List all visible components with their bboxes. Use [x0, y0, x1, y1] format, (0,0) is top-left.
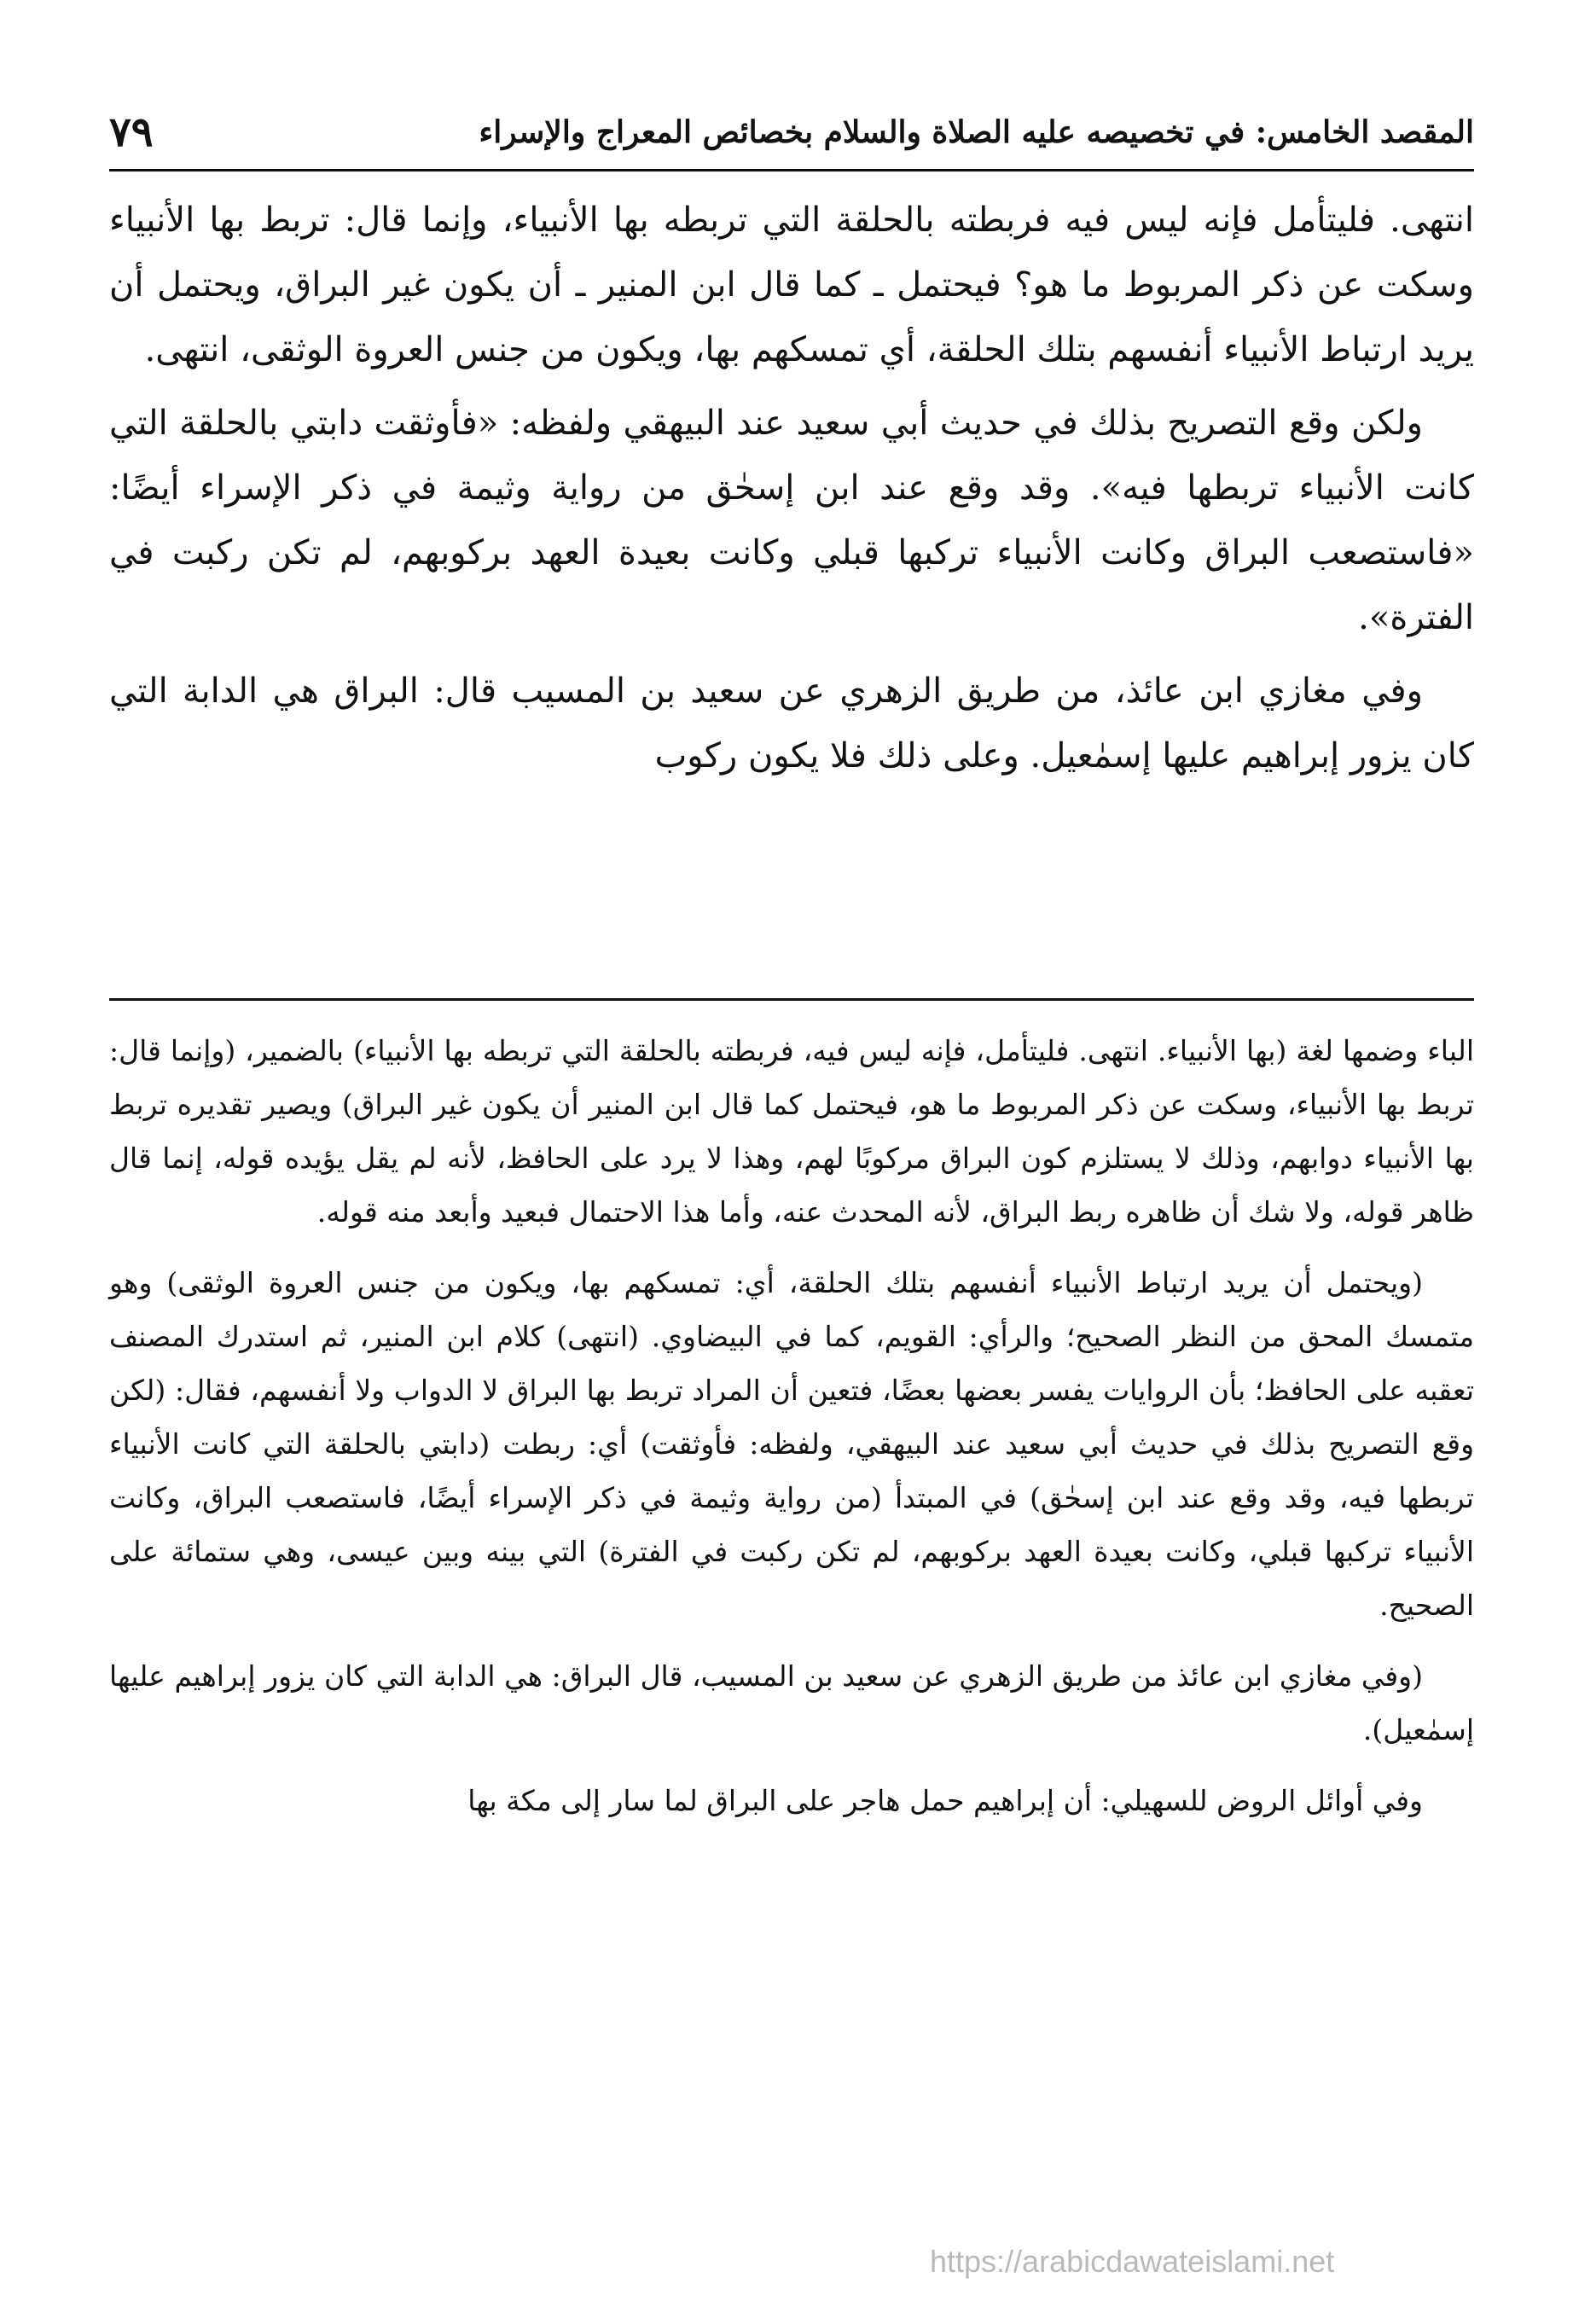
main-paragraph: انتهى. فليتأمل فإنه ليس فيه فربطته بالحلقة التي تربطه بها الأنبياء، وإنما قال: تربط بها الأنبياء وسكت عن ذكر المربوط ما هو؟ فيحتمل ـ كما قال ابن المنير ـ أن يكون غير البراق، ويحتمل أن يريد ارتباط الأنبياء أنفسهم بتلك الحلقة، أي تمسكهم بها، ويكون من جنس العروة الوثقى، انتهى. [109, 200, 1474, 369]
commentary-text [109, 1024, 1474, 1845]
book-page [109, 102, 1474, 2286]
commentary-paragraph: وفي أوائل الروض للسهيلي: أن إبراهيم حمل هاجر على البراق لما سار إلى مكة بها [467, 1784, 1423, 1817]
running-header [109, 102, 1474, 162]
page-number: ٧٩ [109, 108, 154, 156]
watermark-url: https://arabicdawateislami.net [930, 2244, 1335, 2279]
commentary-paragraph: (ويحتمل أن يريد ارتباط الأنبياء أنفسهم بتلك الحلقة، أي: تمسكهم بها، ويكون من جنس العروة الوثقى) وهو متمسك المحق من النظر الصحيح؛ والرأي: القويم، كما في البيضاوي. (انتهى) كلام ابن المنير، ثم استدرك المصنف تعقبه على الحافظ؛ بأن الروايات يفسر بعضها بعضًا، فتعين أن المراد تربط بها البراق لا الدواب ولا أنفسهم، فقال: (لكن وقع التصريح بذلك في حديث أبي سعيد عند البيهقي، ولفظه: فأوثقت) أي: ربطت (دابتي بالحلقة التي كانت الأنبياء تربطها فيه، وقد وقع عند ابن إسحٰق) في المبتدأ (من رواية وثيمة في ذكر الإسراء أيضًا، فاستصعب البراق، وكانت الأنبياء تركبها قبلي، وكانت بعيدة العهد بركوبهم، لم تكن ركبت في الفترة) التي بينه وبين عيسى، وهي ستمائة على الصحيح. [109, 1266, 1474, 1622]
footnote-separator [109, 998, 1474, 1001]
header-rule [109, 169, 1474, 171]
main-paragraph: ولكن وقع التصريح بذلك في حديث أبي سعيد عند البيهقي ولفظه: «فأوثقت دابتي بالحلقة التي كانت الأنبياء تربطها فيه». وقد وقع عند ابن إسحٰق من رواية وثيمة في ذكر الإسراء أيضًا: «فاستصعب البراق وكانت الأنبياء تركبها قبلي وكانت بعيدة العهد بركوبهم، لم تكن ركبت في الفترة». [109, 404, 1474, 637]
commentary-paragraph: (وفي مغازي ابن عائذ من طريق الزهري عن سعيد بن المسيب، قال البراق: هي الدابة التي كان يزور إبراهيم عليها إسمٰعيل). [109, 1659, 1474, 1746]
main-text [109, 188, 1474, 797]
main-paragraph: وفي مغازي ابن عائذ، من طريق الزهري عن سعيد بن المسيب قال: البراق هي الدابة التي كان يزور إبراهيم عليها إسمٰعيل. وعلى ذلك فلا يكون ركوب [109, 671, 1474, 776]
commentary-paragraph: الباء وضمها لغة (بها الأنبياء. انتهى. فليتأمل، فإنه ليس فيه، فربطته بالحلقة التي تربطه بها الأنبياء) بالضمير، (وإنما قال: تربط بها الأنبياء، وسكت عن ذكر المربوط ما هو، فيحتمل كما قال ابن المنير أن يكون غير البراق) ويصير تقديره تربط بها الأنبياء دوابهم، وذلك لا يستلزم كون البراق مركوبًا لهم، وهذا لا يرد على الحافظ، لأنه لم يقل يؤيده قوله، إنما قال ظاهر قوله، ولا شك أن ظاهره ربط البراق، لأنه المحدث عنه، وأما هذا الاحتمال فبعيد وأبعد منه قوله. [109, 1034, 1474, 1229]
header-title: المقصد الخامس: في تخصيصه عليه الصلاة والسلام بخصائص المعراج والإسراء [479, 114, 1474, 150]
